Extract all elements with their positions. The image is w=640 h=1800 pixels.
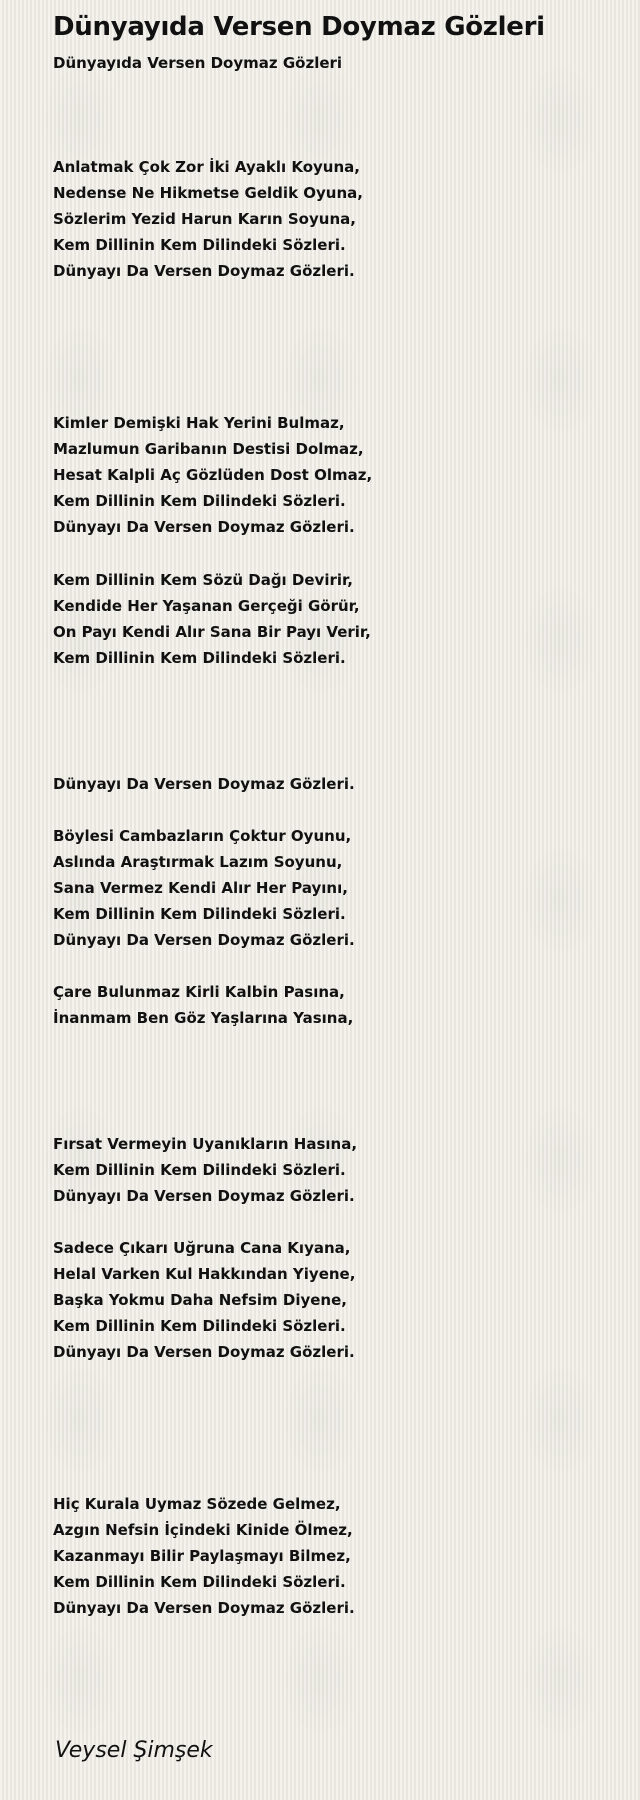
poem-line: İnanmam Ben Göz Yaşlarına Yasına, <box>53 1009 354 1027</box>
poem-line: Çare Bulunmaz Kirli Kalbin Pasına, <box>53 983 345 1001</box>
poem-line: Dünyayı Da Versen Doymaz Gözleri. <box>53 1343 355 1361</box>
poem-line: Fırsat Vermeyin Uyanıkların Hasına, <box>53 1135 358 1153</box>
poem-line: Dünyayı Da Versen Doymaz Gözleri. <box>53 262 355 280</box>
poem-title: Dünyayıda Versen Doymaz Gözleri <box>53 12 545 42</box>
poem-line: Kem Dillinin Kem Sözü Dağı Devirir, <box>53 571 353 589</box>
poem-line: Kem Dillinin Kem Dilindeki Sözleri. <box>53 905 346 923</box>
poem-line: Nedense Ne Hikmetse Geldik Oyuna, <box>53 184 363 202</box>
poem-line: Sana Vermez Kendi Alır Her Payını, <box>53 879 348 897</box>
poem-author: Veysel Şimşek <box>55 1738 213 1763</box>
poem-line: Kimler Demişki Hak Yerini Bulmaz, <box>53 414 345 432</box>
poem-line: Başka Yokmu Daha Nefsim Diyene, <box>53 1291 347 1309</box>
poem-line: Dünyayı Da Versen Doymaz Gözleri. <box>53 1187 355 1205</box>
poem-line: Böylesi Cambazların Çoktur Oyunu, <box>53 827 352 845</box>
poem-line: Dünyayı Da Versen Doymaz Gözleri. <box>53 931 355 949</box>
poem-line: Kem Dillinin Kem Dilindeki Sözleri. <box>53 1573 346 1591</box>
poem-subtitle: Dünyayıda Versen Doymaz Gözleri <box>53 54 343 72</box>
poem-line: Dünyayı Da Versen Doymaz Gözleri. <box>53 518 355 536</box>
poem-line: Dünyayı Da Versen Doymaz Gözleri. <box>53 775 355 793</box>
poem-line: Kem Dillinin Kem Dilindeki Sözleri. <box>53 1317 346 1335</box>
poem-line: Hesat Kalpli Aç Gözlüden Dost Olmaz, <box>53 466 373 484</box>
poem-line: Dünyayı Da Versen Doymaz Gözleri. <box>53 1599 355 1617</box>
poem-line: Mazlumun Garibanın Destisi Dolmaz, <box>53 440 364 458</box>
poem-line: Kendide Her Yaşanan Gerçeği Görür, <box>53 597 360 615</box>
poem-line: Kem Dillinin Kem Dilindeki Sözleri. <box>53 649 346 667</box>
poem-line: Kem Dillinin Kem Dilindeki Sözleri. <box>53 236 346 254</box>
poem-line: Hiç Kurala Uymaz Sözede Gelmez, <box>53 1495 341 1513</box>
poem-line: Helal Varken Kul Hakkından Yiyene, <box>53 1265 356 1283</box>
poem-line: Aslında Araştırmak Lazım Soyunu, <box>53 853 343 871</box>
poem-line: Azgın Nefsin İçindeki Kinide Ölmez, <box>53 1521 353 1539</box>
poem-line: Kem Dillinin Kem Dilindeki Sözleri. <box>53 1161 346 1179</box>
poem-line: On Payı Kendi Alır Sana Bir Payı Verir, <box>53 623 371 641</box>
poem-line: Sadece Çıkarı Uğruna Cana Kıyana, <box>53 1239 351 1257</box>
poem-line: Anlatmak Çok Zor İki Ayaklı Koyuna, <box>53 158 360 176</box>
poem-line: Kem Dillinin Kem Dilindeki Sözleri. <box>53 492 346 510</box>
poem-line: Kazanmayı Bilir Paylaşmayı Bilmez, <box>53 1547 351 1565</box>
poem-line: Sözlerim Yezid Harun Karın Soyuna, <box>53 210 356 228</box>
